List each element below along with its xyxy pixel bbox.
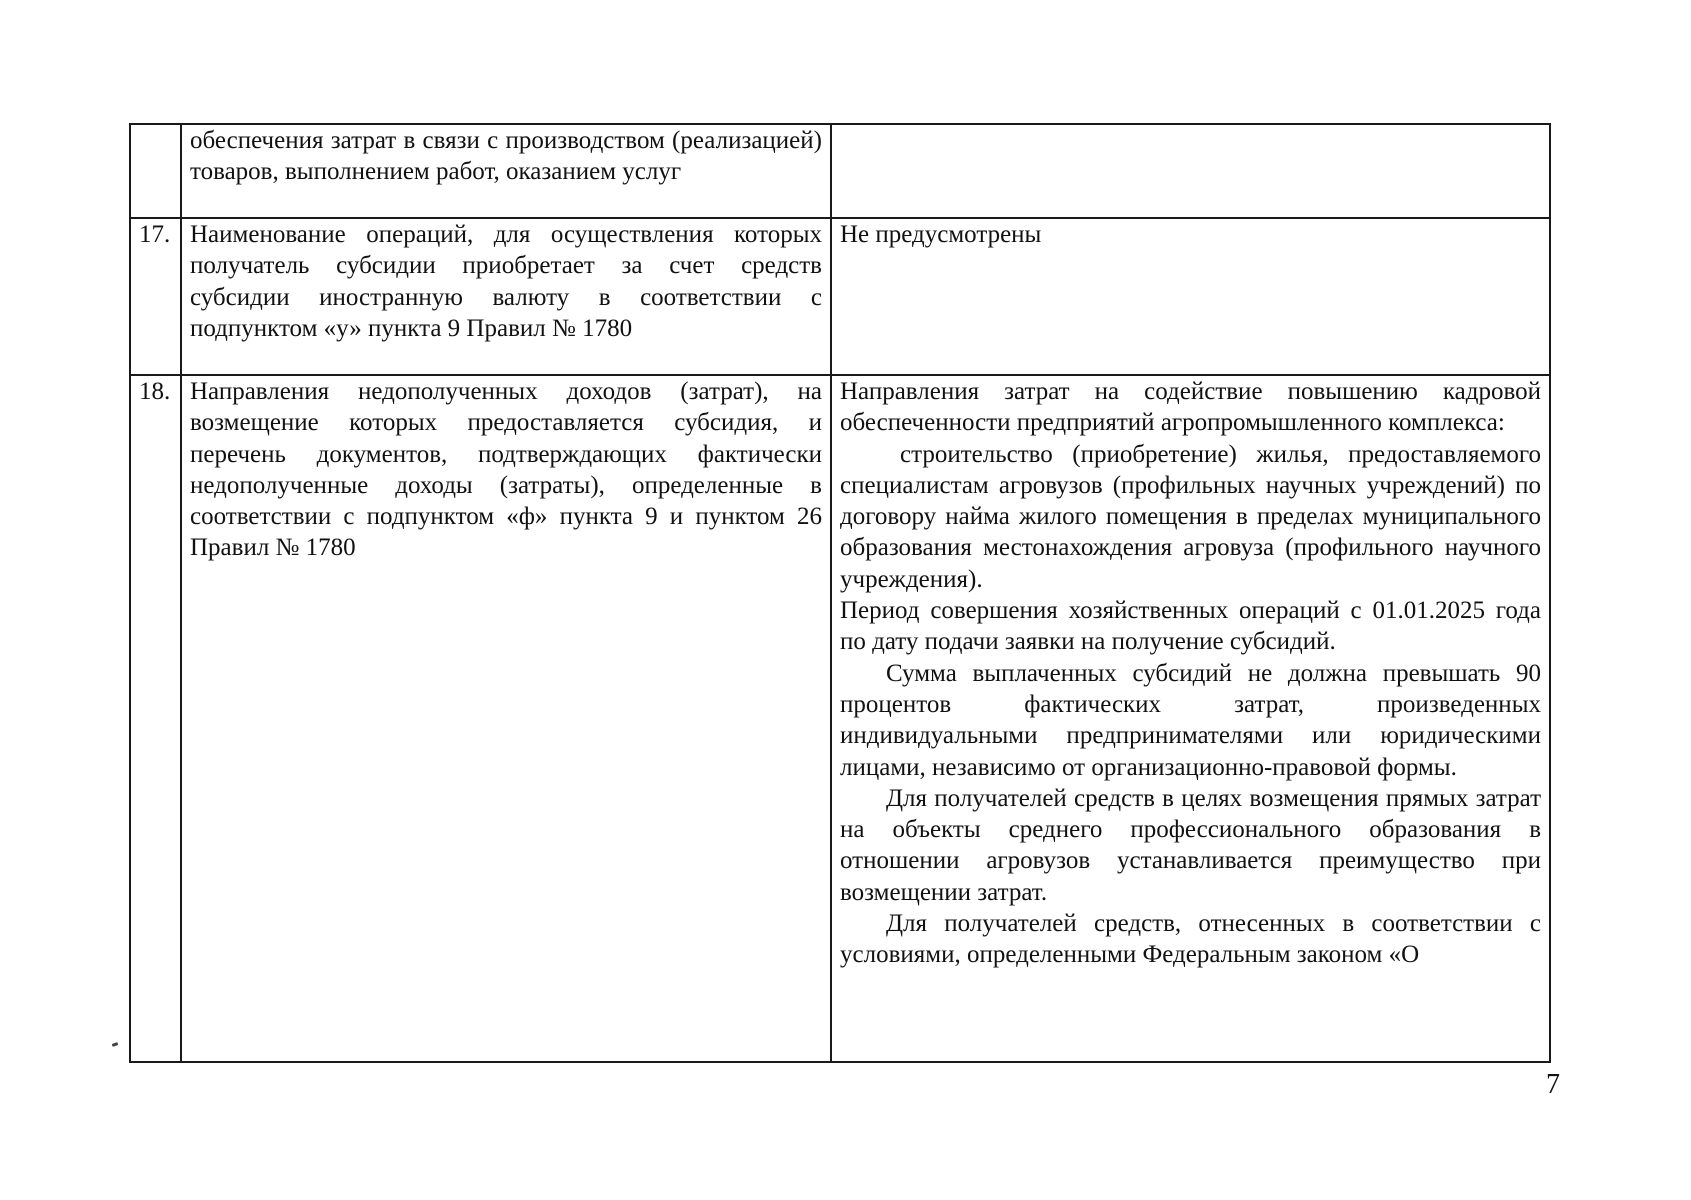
table-row [130,124,1550,218]
parameter-value-text [840,376,1541,1061]
subsidy-parameters-table [129,123,1551,1063]
row-number-cell [130,124,181,218]
parameter-name-cell: Наименование операций, для осуществления которых получатель субсидии приобретает за счет средств субсидии иностранную валюту в соответствии с подпунктом «у» пункта 9 Правил № 1780 [181,218,831,375]
page-number: 7 [1546,1069,1560,1100]
parameter-value-cell [831,375,1550,1062]
parameter-value-cell: Не предусмотрены [831,218,1550,375]
parameter-value-cell [831,124,1550,218]
scan-speck [112,1042,119,1047]
table-row [130,218,1550,375]
paragraph: строительство (приобретение) жилья, предоставляемого специалистам агровузов (профильных научных учреждений) по договору найма жилого помещения в пределах муниципального образования местонахождения агровуза (профильного научного учреждения). [840,440,1541,593]
paragraph: Для получателей средств, отнесенных в соответствии с условиями, определенными Федеральным законом «О [840,910,1541,969]
paragraph: Сумма выплаченных субсидий не должна превышать 90 процентов фактических затрат, произведенных индивидуальными предпринимателями или юридическими лицами, независимо от организационно-правовой формы. [840,659,1541,781]
row-number-cell: 17. [130,218,181,375]
parameter-name-cell: Направления недополученных доходов (затрат), на возмещение которых предоставляется субсидия, и перечень документов, подтверждающих фактически недополученные доходы (затраты), определенные в соответствии с подпунктом «ф» пункта 9 и пунктом 26 Правил № 1780 [181,375,831,1062]
row-number-cell: 18. [130,375,181,1062]
paragraph: Для получателей средств в целях возмещения прямых затрат на объекты среднего профессионального образования в отношении агровузов устанавливается преимущество при возмещении затрат. [840,784,1541,906]
paragraph: Период совершения хозяйственных операций с 01.01.2025 года по дату подачи заявки на получение субсидий. [840,597,1541,656]
table-row [130,375,1550,1062]
paragraph: Направления затрат на содействие повышению кадровой обеспеченности предприятий агропромышленного комплекса: [840,378,1541,437]
parameter-name-cell: обеспечения затрат в связи с производством (реализацией) товаров, выполнением работ, оказанием услуг [181,124,831,218]
